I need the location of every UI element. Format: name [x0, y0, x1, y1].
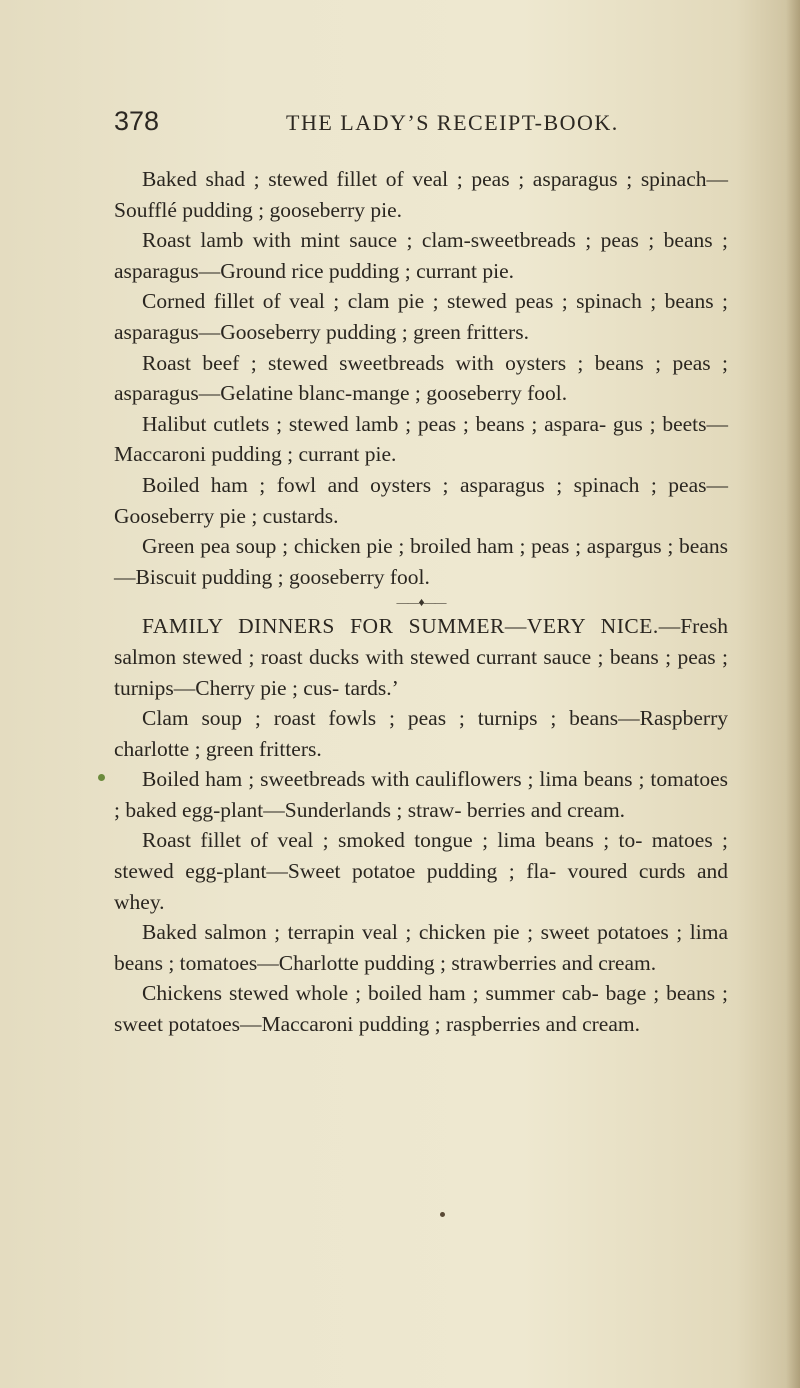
menu-paragraph: Boiled ham ; fowl and oysters ; asparagus ; spinach ; peas—Gooseberry pie ; custards. — [114, 472, 728, 528]
section-first-text: —Fresh salmon stewed ; roast ducks with stewed currant sauce ; beans ; peas ; turnips—Cherry pie ; cus- tards.’ — [114, 614, 728, 700]
menu-paragraph: Corned fillet of veal ; clam pie ; stewed peas ; spinach ; beans ; asparagus—Gooseberry pudding ; green fritters. — [114, 289, 728, 344]
menu-paragraph: Halibut cutlets ; stewed lamb ; peas ; beans ; aspara- gus ; beets—Maccaroni pudding ; currant pie. — [114, 411, 728, 467]
menu-paragraph: Roast beef ; stewed sweetbreads with oysters ; beans ; peas ; asparagus—Gelatine blanc-mange ; gooseberry fool. — [114, 350, 728, 406]
section-separator: ——♦—— — [396, 595, 446, 610]
menu-paragraph: Baked salmon ; terrapin veal ; chicken pie ; sweet potatoes ; lima beans ; tomatoes—Charlotte pudding ; strawberries and cream. — [114, 920, 728, 975]
menu-paragraph: Roast fillet of veal ; smoked tongue ; lima beans ; to- matoes ; stewed egg-plant—Sweet potatoe pudding ; fla- voured curds and whey. — [114, 828, 728, 914]
running-head: THE LADY’S RECEIPT-BOOK. — [286, 110, 619, 135]
section-paragraph — [114, 611, 728, 703]
menu-paragraph: Roast lamb with mint sauce ; clam-sweetbreads ; peas ; beans ; asparagus—Ground rice pudding ; currant pie. — [114, 228, 728, 283]
page-edge-shadow — [786, 0, 800, 1388]
ink-speck — [440, 1212, 445, 1217]
ink-speck — [98, 774, 105, 781]
menu-paragraph: Boiled ham ; sweetbreads with cauliflowers ; lima beans ; tomatoes ; baked egg-plant—Sunderlands ; straw- berries and cream. — [114, 767, 728, 822]
page-header — [114, 106, 714, 146]
menu-list — [114, 164, 728, 1040]
menu-paragraph: Green pea soup ; chicken pie ; broiled ham ; peas ; aspargus ; beans—Biscuit pudding ; gooseberry fool. — [114, 534, 728, 589]
section-heading: FAMILY DINNERS FOR SUMMER—VERY NICE. — [142, 614, 659, 639]
menu-paragraph: Chickens stewed whole ; boiled ham ; summer cab- bage ; beans ; sweet potatoes—Maccaroni pudding ; raspberries and cream. — [114, 981, 728, 1037]
page-number: 378 — [114, 106, 160, 136]
menu-paragraph: Clam soup ; roast fowls ; peas ; turnips ; beans—Raspberry charlotte ; green fritters. — [114, 706, 728, 761]
menu-paragraph: Baked shad ; stewed fillet of veal ; peas ; asparagus ; spinach—Soufflé pudding ; gooseberry pie. — [114, 167, 728, 222]
